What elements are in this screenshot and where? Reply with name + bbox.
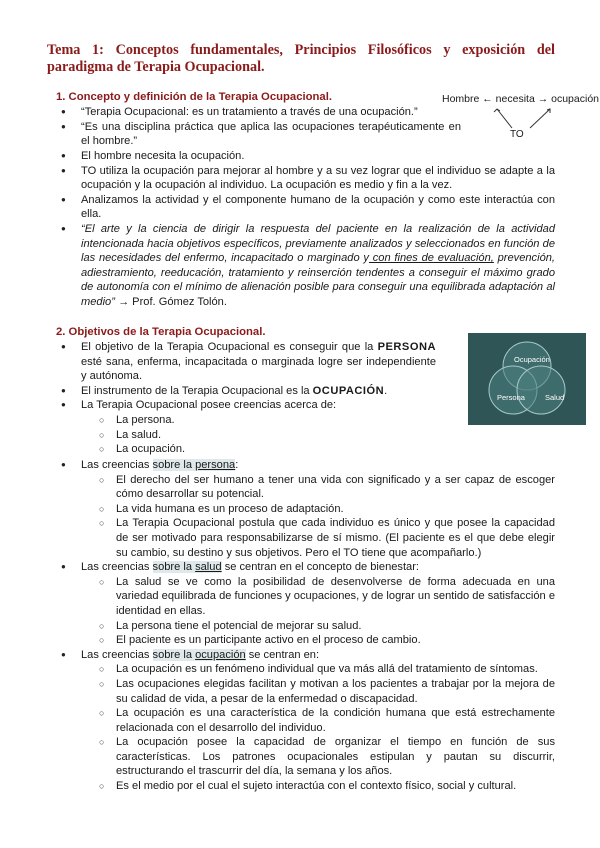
- text: .: [384, 384, 388, 397]
- highlight-underlined: persona: [195, 459, 236, 471]
- venn-label-ocupacion: Ocupación: [514, 355, 550, 364]
- text: :: [235, 459, 239, 471]
- highlight-underlined: ocupación: [195, 648, 246, 661]
- text-bold: PERSONA: [377, 341, 436, 353]
- sub-item: ○ La ocupación es una característica de la condición humana que está estrechamente relacionada con el desarrollo del individuo.: [116, 706, 555, 735]
- sub-item: ○ Es el medio por el cual el sujeto interactúa con el contexto físico, social y cultural.: [116, 779, 555, 794]
- text: Las creencias: [81, 459, 153, 471]
- diagram-arrow-left: [497, 109, 512, 128]
- quote-text: “El arte y la ciencia de dirigir la respuesta del paciente en la realización de la actividad intencionada hacia objetivos específicos, previamente analizados y seleccionados en función de las necesidades del enfermo, incapacitado o marginado y: [81, 222, 555, 265]
- text: se centran en el concepto de bienestar:: [221, 561, 419, 574]
- diagram-top-label: Hombre ← necesita → ocupación: [442, 93, 599, 105]
- section-2-list: [81, 458, 555, 794]
- section-2-list-top: [81, 340, 436, 457]
- sub-item: ○ La salud se ve como la posibilidad de desenvolverse de forma adecuada en una variedad equilibrada de funciones y ocupaciones, y de lograr un sentido de satisfacción e identidad en ellas.: [116, 575, 555, 619]
- highlight-underlined: salud: [195, 561, 222, 574]
- section-1-list-cont: [81, 149, 555, 310]
- sub-item: ○ La salud.: [116, 428, 436, 443]
- text: esté sana, enferma, incapacitada o marginada logre ser independiente y autónoma.: [81, 355, 436, 383]
- venn-label-salud: Salud: [545, 393, 565, 402]
- highlight: sobre la: [152, 459, 196, 471]
- list-item: ● TO utiliza la ocupación para mejorar al hombre y a su vez lograr que el individuo se adapte a la ocupación y la ocupación al individuo. La ocupación es medio y fin a la vez.: [81, 164, 555, 193]
- document-title: Tema 1: Conceptos fundamentales, Principios Filosóficos y exposición del paradigma de Terapia Ocupacional.: [47, 42, 555, 75]
- text-bold: OCUPACIÓN: [312, 384, 385, 397]
- diagram-bottom-label: TO: [510, 129, 524, 140]
- sub-item: ○ El derecho del ser humano a tener una vida con significado y a ser capaz de escoger cómo desarrollar su potencial.: [116, 473, 555, 502]
- occupation-diagram: [442, 93, 599, 141]
- sub-item: ○ La ocupación es un fenómeno individual que va más allá del tratamiento de síntomas.: [116, 662, 555, 677]
- list-item: ● La Terapia Ocupacional posee creencias acerca de:: [81, 398, 436, 413]
- venn-circles: [468, 333, 586, 425]
- quote-underlined: con fines de evaluación,: [368, 252, 494, 265]
- venn-label-persona: Persona: [497, 393, 525, 402]
- text: se centran en:: [245, 648, 320, 661]
- highlight: sobre la: [152, 561, 196, 574]
- quote-text-cont: prevención, adiestramiento, reeducación, tratamiento y reinserción tendentes a conseguir el máximo grado de autonomía con el mínimo de alienación posible para conseguir una equilibrada adaptación al medio”: [81, 252, 555, 308]
- text: El instrumento de la Terapia Ocupacional es la: [81, 384, 313, 397]
- list-item: ● “Terapia Ocupacional: es un tratamiento a través de una ocupación.”: [81, 105, 461, 120]
- sub-item: ○ La persona.: [116, 413, 436, 428]
- sub-item: ○ Las ocupaciones elegidas facilitan y motivan a los pacientes a trabajar por la mejora de su calidad de vida, a pesar de la enfermedad o discapacidad.: [116, 677, 555, 706]
- sub-item: ○ La ocupación.: [116, 442, 436, 457]
- sub-item: ○ La persona tiene el potencial de mejorar su salud.: [116, 619, 555, 634]
- list-item: ● “Es una disciplina práctica que aplica las ocupaciones terapéuticamente en el hombre.”: [81, 120, 461, 149]
- venn-diagram: [468, 333, 586, 425]
- section-1-list: [81, 105, 461, 149]
- sub-item: ○ La ocupación posee la capacidad de organizar el tiempo en función de sus características. Los patrones ocupacionales estipulan y pautan su discurrir, estructurando el trascurrir del día, la semana y los años.: [116, 735, 555, 779]
- list-item: ● El hombre necesita la ocupación.: [81, 149, 555, 164]
- sub-item: ○ El paciente es un participante activo en el proceso de cambio.: [116, 633, 555, 648]
- text: Las creencias: [81, 648, 153, 661]
- sub-item: ○ La vida humana es un proceso de adaptación.: [116, 502, 555, 517]
- text: Las creencias: [81, 561, 153, 574]
- list-item: [81, 340, 436, 384]
- list-item: [81, 458, 555, 473]
- text: El objetivo de la Terapia Ocupacional es conseguir que la: [81, 341, 378, 353]
- venn-circle-salud: [517, 366, 565, 414]
- list-item: [81, 560, 555, 575]
- list-item: [81, 384, 436, 399]
- list-item-quote: [81, 222, 555, 310]
- list-item: ● Analizamos la actividad y el componente humano de la ocupación y como este interactúa con ella.: [81, 193, 555, 222]
- diagram-arrow-right: [530, 109, 550, 128]
- highlight: sobre la: [152, 648, 196, 661]
- quote-author: → Prof. Gómez Tolón.: [114, 295, 227, 308]
- section-2-heading: 2. Objetivos de la Terapia Ocupacional.: [56, 326, 266, 338]
- sub-item: ○ La Terapia Ocupacional postula que cada individuo es único y que posee la capacidad de ser motivado para responsabilizarse de sí mismo. (El paciente es el que debe elegir su cambio, su destino y sus objetivos. Pero el TO tiene que acompañarlo.): [116, 516, 555, 560]
- list-item: [81, 648, 555, 663]
- section-1-heading: 1. Concepto y definición de la Terapia Ocupacional.: [56, 91, 332, 103]
